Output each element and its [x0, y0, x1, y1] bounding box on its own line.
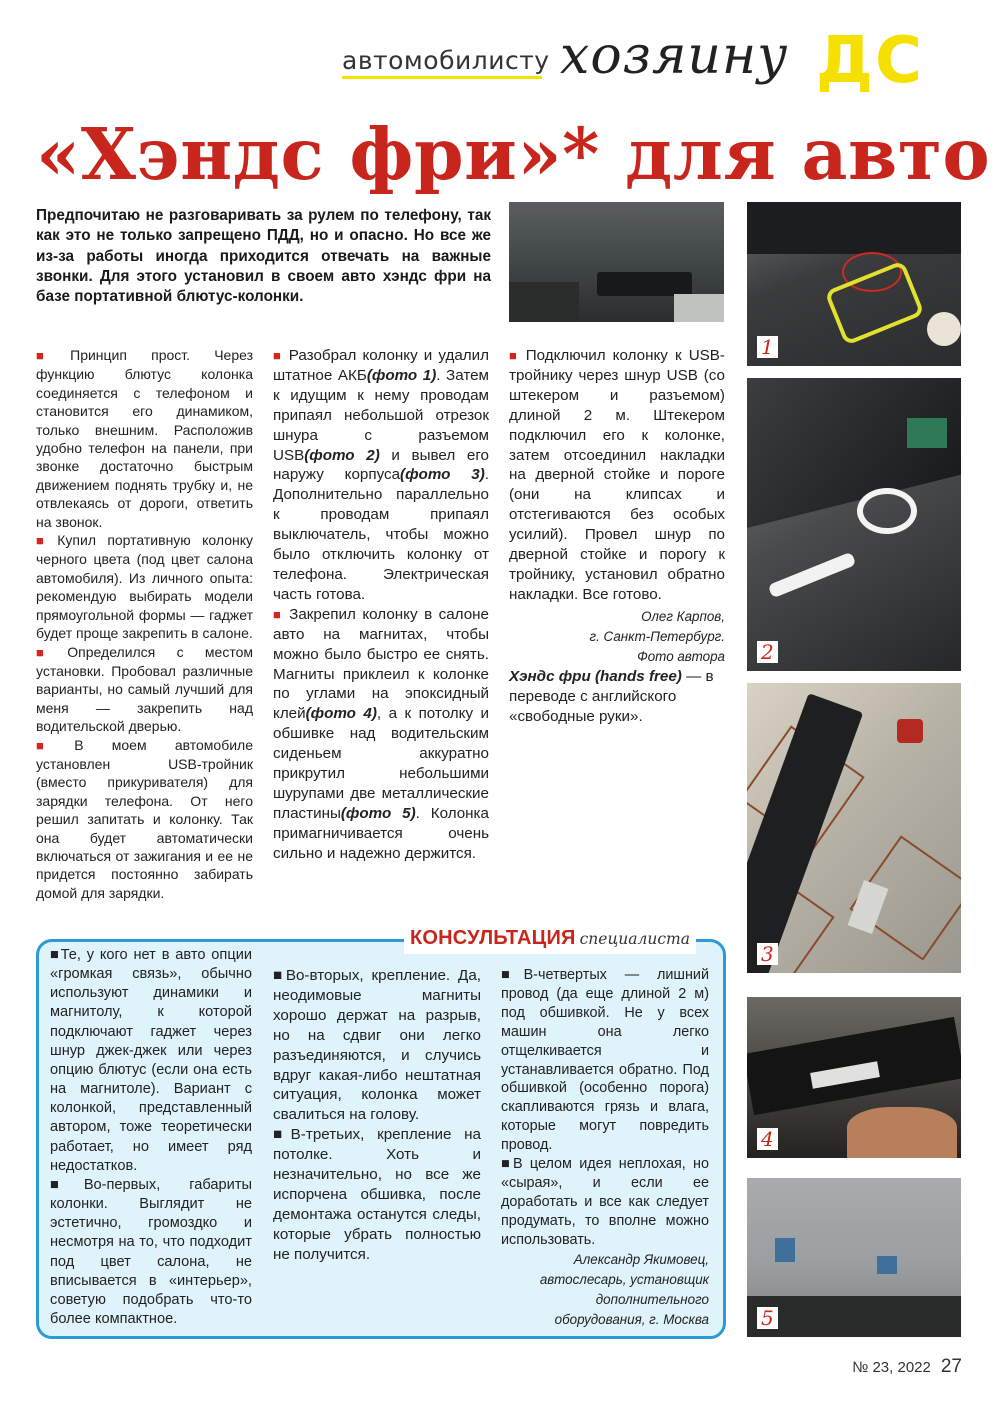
photo-5 — [747, 1178, 961, 1337]
photo-1 — [747, 202, 961, 366]
paragraph — [501, 966, 709, 1155]
rubric-underline — [342, 76, 542, 79]
text-run: . Колонка примагничивается очень сильно и надежно держится. — [273, 804, 489, 862]
photo-reference: (фото 4) — [305, 705, 377, 723]
text-run: , а к потолку и обшивке над водительским сиденьем аккуратно прикрутил небольшими шурупами две металлические пластины — [273, 705, 489, 822]
text-run: Закрепил колонку в салоне авто на магнитах, чтобы можно было быстро ее снять. Магниты приклеил к колонке по углами на эпоксидный клей — [273, 605, 489, 723]
signature-line: Фото автора — [637, 648, 725, 664]
text-run: Разобрал колонку и удалил штатное АКБ — [273, 347, 490, 384]
article-lead: Предпочитаю не разговаривать за рулем по телефону, так как это не только запрещено ПДД, но и опасно. Но все же из-за работы иногда приходится отвечать на важные звонки. Для этого установил в своем авто хэндс фри на базе портативной блютус-колонки. — [36, 207, 491, 306]
magazine-logo: ДС — [816, 24, 924, 98]
bullet-square-icon: ■ — [273, 1126, 291, 1144]
page-number: 27 — [940, 1356, 962, 1377]
expert-signature — [501, 1250, 709, 1330]
photo-number: 2 — [757, 641, 778, 663]
paragraph — [509, 346, 725, 605]
paragraph — [273, 966, 481, 1125]
consultation-column-3 — [501, 966, 709, 1330]
bullet-square-icon: ■ — [36, 737, 69, 753]
text-run: — в переводе с английского «свободные руки». — [509, 667, 714, 725]
paragraph — [273, 605, 489, 864]
text-run: и вывел его наружу корпуса — [273, 446, 489, 484]
page-footer — [852, 1356, 962, 1378]
section-header — [342, 24, 962, 100]
bullet-square-icon: ■ — [50, 1176, 84, 1193]
text-run: Те, у кого нет в авто опции «громкая связь», обычно используют динамики и магнитолу, к которой подключают гаджет через шнур джек-джек или через опцию блютус (если она есть на магнитоле). Вариант с колонкой, представленный автором, тоже теоретически работает, но имеет ряд недостатков. — [50, 947, 252, 1174]
text-run: Подключил колонку к USB-тройнику через шнур USB (со штекером и разъемом) длиной 2 м. Штекером подключил его к колонке, затем отсоединил накладки на дверной стойке и пороге (они на клипсах и отстегиваются без особых усилий). Провел шнур по дверной стойке и порогу к тройнику, установил обратно накладки. Все готово. — [509, 347, 725, 603]
paragraph — [273, 346, 489, 605]
paragraph: ■ Купил портативную колонку черного цвета (под цвет салона автомобиля). Из личного опыта: рекомендую выбирать модели прямоугольной формы — гаджет будет проще закрепить в салоне. — [36, 532, 253, 642]
paragraph — [50, 1176, 252, 1329]
bullet-square-icon: ■ — [36, 348, 65, 363]
bullet-square-icon: ■ — [273, 606, 284, 622]
consultation-column-1 — [50, 946, 252, 1329]
article-column-1 — [36, 346, 253, 902]
signature-line: Александр Якимовец, — [573, 1251, 709, 1267]
photo-number: 5 — [757, 1307, 778, 1329]
text-run: Во-первых, габариты колонки. Выглядит не эстетично, громоздко и несмотря на то, что подходит под цвет салона, не вписывается в «интерьер», советую подобрать что-то более компактное. — [50, 1176, 252, 1327]
author-signature — [509, 607, 725, 667]
consultation-subtitle: специалиста — [579, 930, 690, 948]
photo-number: 4 — [757, 1128, 778, 1150]
paragraph: ■ Определился с местом установки. Пробовал различные варианты, но самый лучший для меня — закрепить над водительской дверью. — [36, 643, 253, 735]
text-run: Хэндс фри (hands free) — [509, 667, 682, 685]
text-run: . Затем к идущим к нему проводам припаял небольшой отрезок шнура с разъемом USB — [273, 366, 489, 464]
article-column-2 — [273, 346, 489, 864]
paragraph — [50, 946, 252, 1176]
text-run: Во-вторых, крепление. Да, неодимовые магниты хорошо держат на разрыв, но на сдвиг они легко разъединяются, и случись вдруг какая-либо нештатная ситуация, колонка может свалиться на голову. — [273, 967, 481, 1124]
bullet-square-icon: ■ — [50, 947, 61, 963]
text-run: . Дополнительно параллельно к проводам припаял выключатель, чтобы можно было отключить колонку от телефона. Электрическая часть готова. — [273, 466, 489, 603]
issue-number: № 23, 2022 — [852, 1359, 931, 1376]
consultation-column-2 — [273, 966, 481, 1265]
definition-footnote — [509, 667, 725, 727]
signature-line: оборудования, г. Москва — [554, 1311, 709, 1327]
bullet-square-icon: ■ — [273, 348, 283, 363]
bullet-square-icon: ■ — [501, 1156, 513, 1173]
bullet-square-icon: ■ — [36, 533, 52, 549]
bullet-square-icon: ■ — [501, 967, 524, 983]
photo-number: 3 — [757, 943, 778, 965]
paragraph — [273, 1125, 481, 1264]
rubric-title: хозяину — [560, 26, 789, 86]
consultation-heading — [404, 923, 696, 954]
bullet-square-icon: ■ — [273, 967, 286, 984]
photo-3 — [747, 683, 961, 973]
photo-reference: (фото 5) — [340, 804, 416, 822]
photo-number: 1 — [757, 336, 778, 358]
signature-line: автослесарь, установщик — [539, 1271, 709, 1287]
paragraph — [501, 1155, 709, 1250]
article-column-3 — [509, 346, 725, 727]
photo-reference: (фото 2) — [304, 446, 380, 464]
photo-2 — [747, 378, 961, 671]
signature-line: Олег Карпов, — [641, 608, 725, 624]
photo-reference: (фото 3) — [400, 466, 485, 484]
article-title: «Хэндс фри»* для авто — [36, 112, 991, 196]
text-run: В целом идея неплохая, но «сырая», и если ее доработать и все как следует продумать, то вполне можно использовать. — [501, 1156, 709, 1248]
signature-line: дополнительного — [595, 1291, 709, 1307]
photo-reference: (фото 1) — [366, 366, 437, 384]
bullet-square-icon: ■ — [36, 644, 62, 660]
consultation-title: КОНСУЛЬТАЦИЯ — [410, 927, 576, 949]
text-run: В-четвертых — лишний провод (да еще длиной 2 м) под обшивкой. Не у всех машин она легко отщелкивается и устанавливается обратно. Под обшивкой (особенно порога) скапливаются грязь и влага, которые могут повредить провод. — [501, 967, 709, 1154]
signature-line: г. Санкт-Петербург. — [589, 628, 725, 644]
photo-4 — [747, 997, 961, 1158]
paragraph: ■ В моем автомобиле установлен USB-тройник (вместо прикуривателя) для зарядки телефона. От него решил запитать и колонку. Так она будет автоматически включаться от зажигания и ее не придется постоянно забирать домой для зарядки. — [36, 736, 253, 901]
paragraph: ■ Принцип прост. Через функцию блютус колонка соединяется с телефоном и становится его динамиком, только внешним. Расположив удобно телефон на панели, при звонке достаточно быстрым движением поднять трубку и, не отвлекаясь от дороги, ответить на звонок. — [36, 347, 253, 530]
bullet-square-icon: ■ — [509, 348, 520, 363]
rubric-label: автомобилисту — [342, 46, 550, 75]
photo-speaker-installed — [509, 202, 724, 322]
text-run: В-третьих, крепление на потолке. Хоть и незначительно, но все же испорчена обшивка, после демонтажа останутся следы, которые убрать полностью не получится. — [273, 1126, 481, 1263]
